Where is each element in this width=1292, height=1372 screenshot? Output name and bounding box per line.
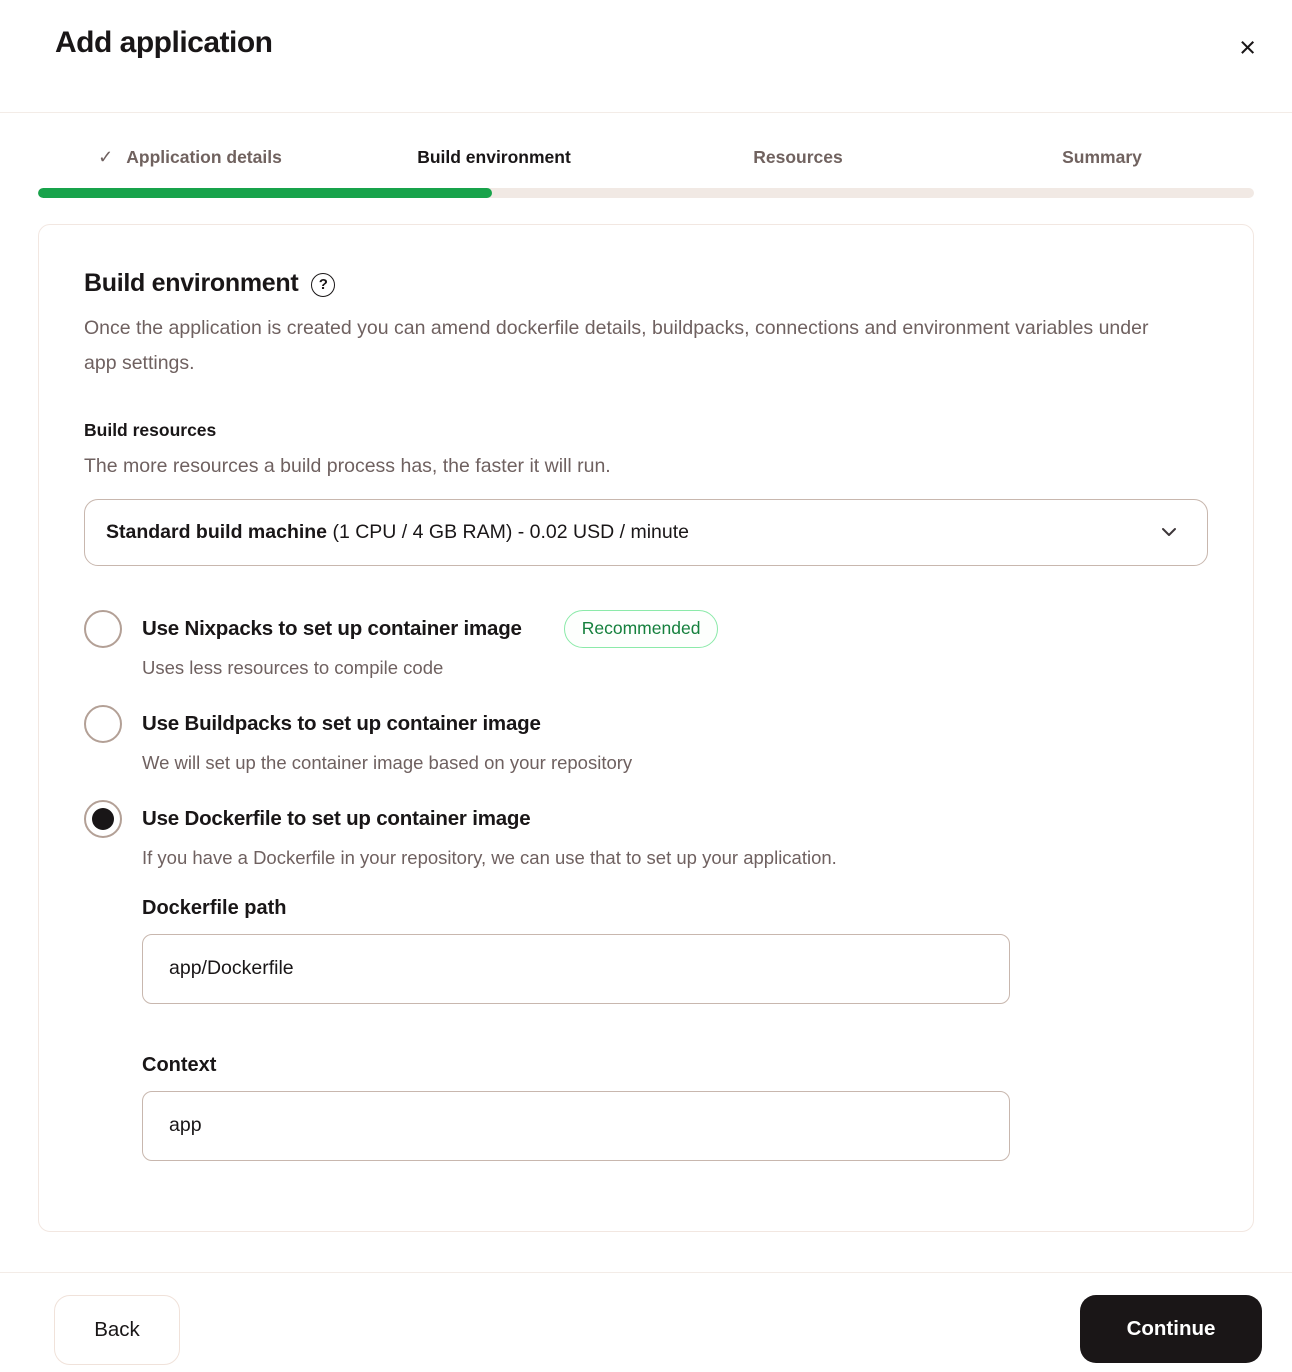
radio-dockerfile[interactable] <box>84 800 122 838</box>
option-buildpacks-label: Use Buildpacks to set up container image <box>142 711 541 735</box>
step-build-environment[interactable] <box>342 147 646 168</box>
option-dockerfile-description: If you have a Dockerfile in your repository, we can use that to set up your application. <box>142 846 837 868</box>
progress-bar-fill <box>38 188 492 198</box>
option-nixpacks-row[interactable] <box>84 610 1208 648</box>
context-input[interactable] <box>142 1091 1010 1161</box>
dockerfile-path-input[interactable] <box>142 934 1010 1004</box>
context-label: Context <box>142 1053 217 1076</box>
option-buildpacks <box>84 705 1208 774</box>
recommended-badge: Recommended <box>564 610 719 648</box>
back-button[interactable]: Back <box>54 1295 180 1365</box>
step-summary[interactable] <box>950 147 1254 168</box>
radio-buildpacks[interactable] <box>84 705 122 743</box>
option-dockerfile-row[interactable] <box>84 800 1208 838</box>
dockerfile-path-label: Dockerfile path <box>142 896 287 919</box>
step-label: Build environment <box>417 147 571 167</box>
context-field <box>142 1054 1208 1161</box>
step-resources[interactable] <box>646 147 950 168</box>
section-description: Once the application is created you can amend dockerfile details, buildpacks, connections and environment variables under app settings. <box>84 317 1149 375</box>
build-method-options <box>84 610 1208 1161</box>
build-environment-card <box>38 224 1254 1232</box>
continue-button[interactable]: Continue <box>1080 1295 1262 1363</box>
dockerfile-path-field <box>142 897 1208 1004</box>
build-resources-hint: The more resources a build process has, the faster it will run. <box>84 454 611 477</box>
option-buildpacks-row[interactable] <box>84 705 1208 743</box>
option-dockerfile <box>84 800 1208 1161</box>
modal-footer <box>0 1272 1292 1365</box>
step-labels <box>38 147 1254 168</box>
build-machine-selected-value: Standard build machine (1 CPU / 4 GB RAM) - 0.02 USD / minute <box>106 520 689 543</box>
option-dockerfile-label: Use Dockerfile to set up container image <box>142 806 531 830</box>
step-check-icon: ✓ <box>98 147 114 167</box>
modal-header <box>0 0 1292 113</box>
option-nixpacks <box>84 610 1208 679</box>
step-application-details[interactable] <box>38 147 342 168</box>
radio-nixpacks[interactable] <box>84 610 122 648</box>
chevron-down-icon <box>1159 522 1179 542</box>
progress-bar-track <box>38 188 1254 198</box>
build-machine-select[interactable] <box>84 499 1208 566</box>
help-icon[interactable]: ? <box>311 273 335 297</box>
option-buildpacks-description: We will set up the container image based on your repository <box>142 751 633 773</box>
dockerfile-fields <box>142 897 1208 1161</box>
section-title: Build environment <box>84 269 299 297</box>
option-nixpacks-description: Uses less resources to compile code <box>142 656 444 678</box>
step-label: Resources <box>753 147 843 167</box>
step-label: Summary <box>1062 147 1142 167</box>
option-nixpacks-label: Use Nixpacks to set up container image <box>142 616 522 640</box>
step-label: Application details <box>126 147 282 167</box>
modal-title: Add application <box>55 26 273 59</box>
wizard-stepper <box>38 147 1254 198</box>
close-icon[interactable]: × <box>1233 28 1262 69</box>
build-resources-label: Build resources <box>84 419 217 440</box>
